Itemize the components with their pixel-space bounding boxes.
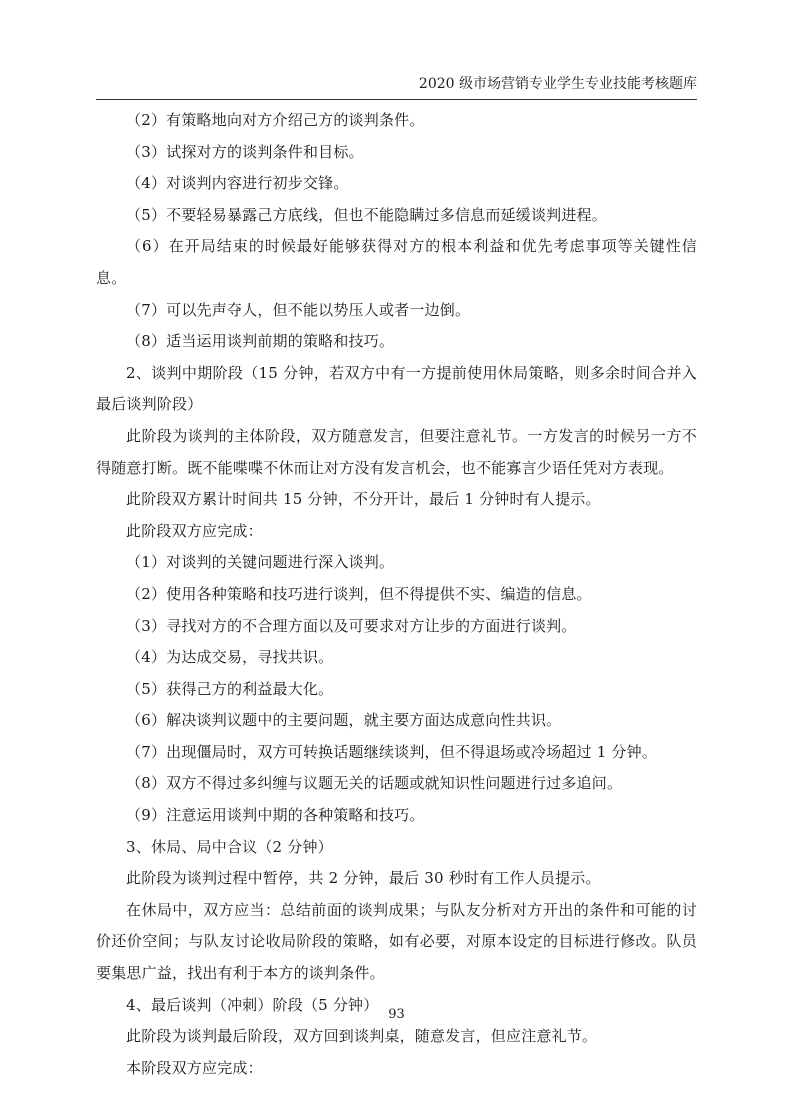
running-header: 2020 级市场营销专业学生专业技能考核题库: [418, 76, 697, 92]
paragraph-mid-item-6: （6）解决谈判议题中的主要问题，就主要方面达成意向性共识。: [126, 711, 562, 730]
paragraph-opening-item-8: （8）适当运用谈判前期的策略和技巧。: [126, 332, 395, 351]
paragraph-opening-item-7: （7）可以先声夺人，但不能以势压人或者一边倒。: [126, 300, 471, 319]
paragraph-mid-stage-tasks: 此阶段双方应完成：: [126, 521, 263, 540]
paragraph-mid-item-7: （7）出现僵局时，双方可转换话题继续谈判，但不得退场或冷场超过 1 分钟。: [126, 742, 658, 761]
paragraph-opening-item-4: （4）对谈判内容进行初步交锋。: [126, 174, 349, 193]
page-number: 93: [388, 1007, 405, 1022]
paragraph-opening-item-2: （2）有策略地向对方介绍己方的谈判条件。: [126, 111, 425, 129]
paragraph-recess-tasks: 在休局中，双方应当：总结前面的谈判成果；与队友分析对方开出的条件和可能的讨价还价空间；与队友讨论收局阶段的策略，如有必要，对原本设定的目标进行修改。队员要集思广益，找出有利于本方的谈判条件。: [96, 900, 697, 983]
paragraph-mid-item-9: （9）注意运用谈判中期的各种策略和技巧。: [126, 806, 425, 825]
section-heading-recess: 3、休局、局中合议（2 分钟）: [126, 837, 333, 856]
body-text: [96, 105, 697, 1084]
paragraph-opening-item-6: （6）在开局结束的时候最好能够获得对方的根本利益和优先考虑事项等关键性信息。: [96, 237, 697, 287]
paragraph-mid-stage-time: 此阶段双方累计时间共 15 分钟，不分开计，最后 1 分钟时有人提示。: [126, 490, 601, 509]
paragraph-mid-item-2: （2）使用各种策略和技巧进行谈判，但不得提供不实、编造的信息。: [126, 584, 592, 603]
paragraph-mid-stage-intro: 此阶段为谈判的主体阶段，双方随意发言，但要注意礼节。一方发言的时候另一方不得随意打断。既不能喋喋不休而让对方没有发言机会，也不能寡言少语任凭对方表现。: [96, 426, 697, 477]
paragraph-final-stage-tasks: 本阶段双方应完成：: [126, 1058, 263, 1077]
paragraph-opening-item-5: （5）不要轻易暴露己方底线，但也不能隐瞒过多信息而延缓谈判进程。: [126, 205, 607, 224]
section-heading-final-stage: 4、最后谈判（冲刺）阶段（5 分钟）: [126, 995, 379, 1014]
paragraph-mid-item-8: （8）双方不得过多纠缠与议题无关的话题或就知识性问题进行过多追问。: [126, 774, 623, 793]
paragraph-mid-item-1: （1）对谈判的关键问题进行深入谈判。: [126, 553, 395, 572]
paragraph-mid-item-4: （4）为达成交易，寻找共识。: [126, 648, 334, 667]
section-heading-mid-stage: 2、谈判中期阶段（15 分钟，若双方中有一方提前使用休局策略，则多余时间合并入最后谈判阶段）: [96, 363, 697, 414]
paragraph-opening-item-3: （3）试探对方的谈判条件和目标。: [126, 142, 364, 161]
paragraph-recess-intro: 此阶段为谈判过程中暂停，共 2 分钟，最后 30 秒时有工作人员提示。: [126, 869, 601, 888]
paragraph-mid-item-5: （5）获得己方的利益最大化。: [126, 679, 334, 698]
paragraph-mid-item-3: （3）寻找对方的不合理方面以及可要求对方让步的方面进行谈判。: [126, 616, 577, 635]
paragraph-final-stage-intro: 此阶段为谈判最后阶段，双方回到谈判桌，随意发言，但应注意礼节。: [126, 1027, 598, 1046]
header-rule: [96, 99, 697, 100]
